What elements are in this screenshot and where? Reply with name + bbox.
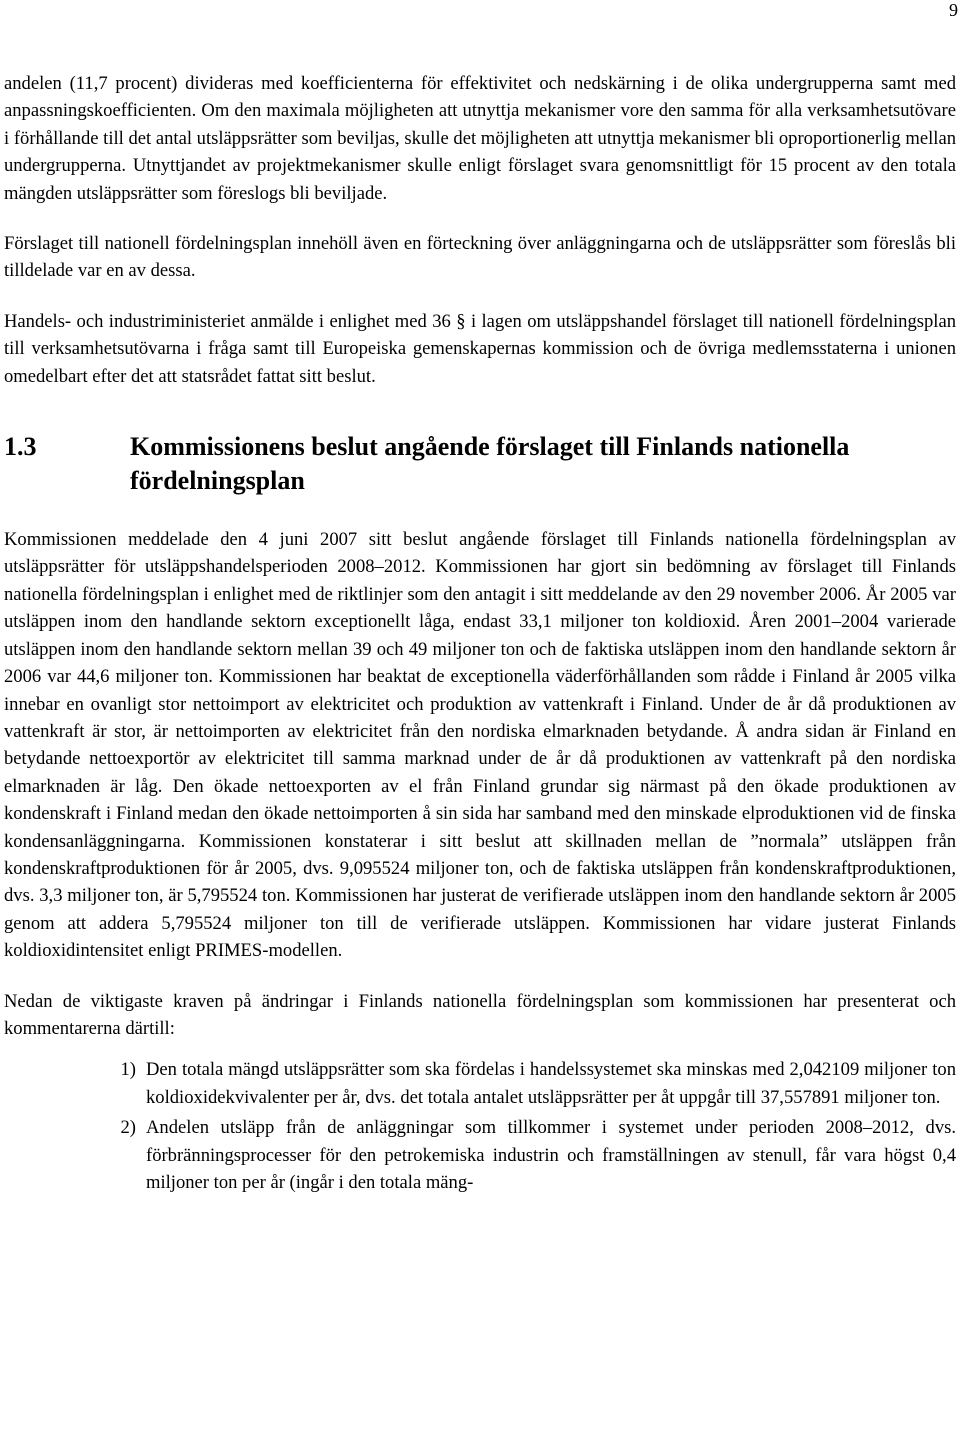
paragraph-commission-decision: Kommissionen meddelade den 4 juni 2007 sitt beslut angående förslaget till Finlands nationella fördelningsplan av utsläppsrätter för utsläppshandelsperioden 2008–2012. Kommissionen har gjort sin bedömning av förslaget till Finlands nationella fördelningsplan i enlighet med de riktlinjer som den antagit i sitt meddelande av den 29 november 2006. År 2005 var utsläppen inom den handlande sektorn exceptionellt låga, endast 33,1 miljoner ton koldioxid. Åren 2001–2004 varierade utsläppen inom den handlande sektorn mellan 39 och 49 miljoner ton och de faktiska utsläppen inom den handlande sektorn år 2006 var 44,6 miljoner ton. Kommissionen har beaktat de exceptionella väderförhållanden som rådde i Finland år 2005 vilka innebar en ovanligt stor nettoimport av elektricitet och produktion av vattenkraft i Finland. Under de år då produktionen av vattenkraft är stor, är nettoimporten av elektricitet från den nordiska elmarknaden betydande. Å andra sidan är Finland en betydande nettoexportör av elektricitet till samma marknad under de år då produktionen av vattenkraft på den nordiska elmarknaden är låg. Den ökade nettoexporten av el från Finland grundar sig närmast på den ökade produktionen av kondenskraft i Finland medan den ökade nettoimporten å sin sida har samband med den minskade elproduktionen vid de finska kondensanläggningarna. Kommissionen konstaterar i sitt beslut att skillnaden mellan de ”normala” utsläppen från kondenskraftproduktionen för år 2005, dvs. 9,095524 miljoner ton, och de faktiska utsläppen från kondenskraftproduktionen, dvs. 3,3 miljoner ton, är 5,795524 ton. Kommissionen har justerat de verifierade utsläppen inom den handlande sektorn år 2005 genom att addera 5,795524 miljoner ton till de verifierade utsläppen. Kommissionen har vidare justerat Finlands koldioxidintensitet enligt PRIMES-modellen.: [4, 529, 956, 962]
paragraph-ministry-notice: Handels- och industriministeriet anmälde i enlighet med 36 § i lagen om utsläppshandel förslaget till nationell fördelningsplan till verksamhetsutövarna i fråga samt till Europeiska gemenskapernas kommission och de övriga medlemsstaterna i unionen omedelbart efter det att statsrådet fattat sitt beslut.: [4, 310, 956, 387]
paragraph-installation-list: Förslaget till nationell fördelningsplan innehöll även en förteckning över anläggningarna och de utsläppsrätter som föreslås bli tilldelade var en av dessa.: [4, 233, 956, 282]
list-item-marker: 1): [120, 1059, 136, 1081]
list-item-text: Den totala mängd utsläppsrätter som ska fördelas i handelssystemet ska minskas med 2,042109 miljoner ton koldioxidekvivalenter per år, dvs. det totala antalet utsläppsrätter per åt uppgår till 37,557891 miljoner ton.: [146, 1059, 956, 1108]
list-item-text: Andelen utsläpp från de anläggningar som tillkommer i systemet under perioden 2008–2012, dvs. förbränningsprocesser för den petrokemiska industrin och framställningen av stenull, får vara högst 0,4 miljoner ton per år (ingår i den totala mäng-: [146, 1117, 956, 1193]
page-number: 9: [949, 0, 958, 20]
section-title: Kommissionens beslut angående förslaget till Finlands nationella fördelningsplan: [130, 432, 850, 496]
requirements-list: [4, 1056, 956, 1196]
list-item: [4, 1114, 956, 1196]
paragraph-requirements-intro: Nedan de viktigaste kraven på ändringar i Finlands nationella fördelningsplan som kommissionen har presenterat och kommentarerna därtill:: [4, 990, 956, 1039]
paragraph-mechanisms: andelen (11,7 procent) divideras med koefficienterna för effektivitet och nedskärning i de olika undergrupperna samt med anpassningskoefficienten. Om den maximala möjligheten att utnyttja mekanismer vore den samma för alla verksamhetsutövare i förhållande till det antal utsläppsrätter som beviljas, skulle det möjligheten att utnyttja mekanismer bli oproportionerlig mellan undergrupperna. Utnyttjandet av projektmekanismer skulle enligt förslaget svara genomsnittligt för 15 procent av den totala mängden utsläppsrätter som föreslogs bli beviljade.: [4, 73, 956, 204]
document-body: [4, 70, 956, 1199]
section-number: 1.3: [4, 432, 37, 462]
list-item-marker: 2): [120, 1117, 136, 1139]
section-heading: [4, 430, 956, 498]
list-item: [4, 1056, 956, 1111]
